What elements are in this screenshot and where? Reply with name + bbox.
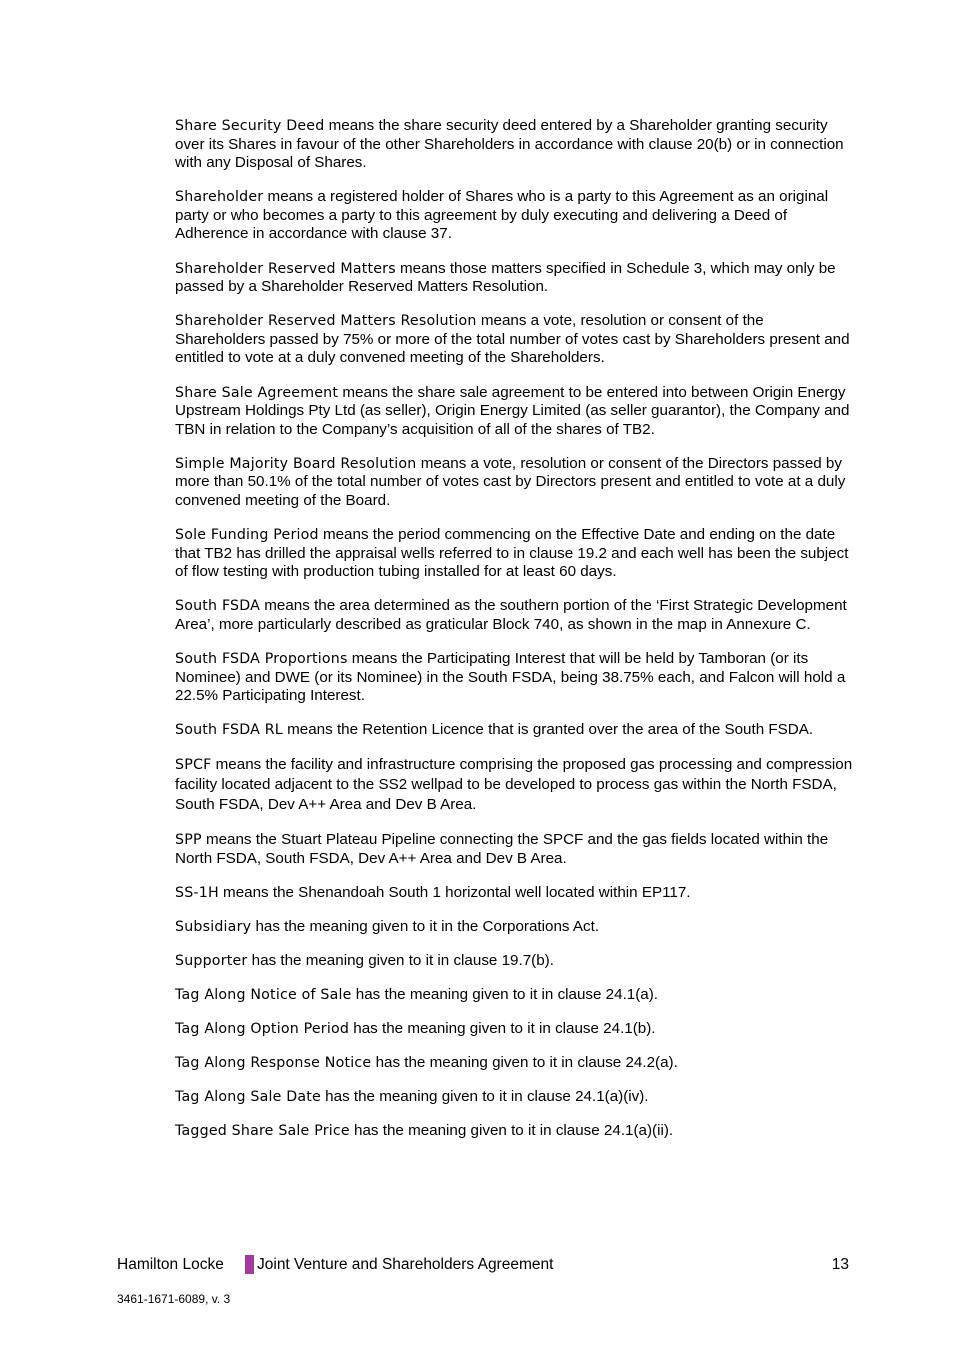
document-title: Joint Venture and Shareholders Agreement [257, 1256, 554, 1273]
defined-term: Supporter [175, 952, 248, 969]
definition [175, 455, 855, 511]
definition-text: means the share sale agreement to be entered into between Origin Energy Upstream Holdings Pty Ltd (as seller), Origin Energy Limited (as seller guarantor), the Company and TBN in relation to the Company’s acquisition of all of the shares of TB2. [175, 383, 850, 438]
definition [175, 384, 855, 440]
definition-text: has the meaning given to it in clause 24.1(b). [349, 1020, 656, 1037]
defined-term: SPCF [175, 757, 212, 774]
definition-text: means the Shenandoah South 1 horizontal well located within EP117. [218, 883, 691, 901]
definition-text: has the meaning given to it in the Corporations Act. [251, 917, 600, 935]
page-footer [117, 1255, 849, 1275]
definition [175, 755, 855, 815]
defined-term: Share Security Deed [175, 118, 325, 134]
definition [175, 986, 855, 1005]
definition [175, 526, 855, 582]
definition [175, 952, 855, 971]
definition-text: means the Stuart Plateau Pipeline connecting the SPCF and the gas fields located within the North FSDA, South FSDA, Dev A++ Area and Dev B Area. [175, 830, 829, 867]
defined-term: South FSDA Proportions [175, 651, 348, 668]
document-reference: 3461-1671-6089, v. 3 [117, 1292, 231, 1306]
defined-term: South FSDA RL [175, 722, 283, 739]
definition [175, 597, 855, 634]
definition-text: means the period commencing on the Effective Date and ending on the date that TB2 has drilled the appraisal wells referred to in clause 19.2 and each well has been the subject of flow testing with production tubing installed for at least 60 days. [175, 526, 849, 581]
defined-term: Tagged Share Sale Price [175, 1123, 350, 1140]
firm-name: Hamilton Locke [117, 1256, 224, 1273]
definition [175, 721, 855, 740]
definition [175, 260, 855, 297]
defined-term: Shareholder Reserved Matters [175, 260, 396, 277]
definition-text: means those matters specified in Schedule 3, which may only be passed by a Shareholder Reserved Matters Resolution. [175, 259, 836, 296]
defined-term: Simple Majority Board Resolution [175, 455, 417, 472]
defined-term: Share Sale Agreement [175, 384, 339, 401]
definition-text: means the share security deed entered by a Shareholder granting security over its Shares in favour of the other Shareholders in accordance with clause 20(b) or in connection with any Disposal of Shares. [175, 117, 844, 172]
definition [175, 312, 855, 368]
definition [175, 831, 855, 868]
definition [175, 650, 855, 706]
definition-text: means a vote, resolution or consent of the Shareholders passed by 75% or more of the total number of votes cast by Shareholders present and entitled to vote at a duly convened meeting of the Shareholders. [175, 312, 850, 367]
definition-text: means the facility and infrastructure comprising the proposed gas processing and compression facility located adjacent to the SS2 wellpad to be developed to process gas within the North FSDA, South FSDA, Dev A++ Area and Dev B Area. [175, 756, 853, 814]
defined-term: Tag Along Option Period [175, 1021, 350, 1037]
footer-accent-bar [245, 1255, 254, 1274]
definition-text: means the Retention Licence that is granted over the area of the South FSDA. [282, 721, 814, 739]
definition-text: has the meaning given to it in clause 24.1(a)(iv). [320, 1088, 649, 1106]
definition-text: means the Participating Interest that will be held by Tamboran (or its Nominee) and DWE (or its Nominee) in the South FSDA, being 38.75% each, and Falcon will hold a 22.5% Participating Interest. [175, 650, 846, 705]
definition [175, 117, 855, 173]
definition [175, 1054, 855, 1073]
defined-term: Tag Along Sale Date [175, 1089, 321, 1106]
defined-term: Subsidiary [175, 918, 252, 935]
defined-term: Tag Along Notice of Sale [175, 986, 352, 1003]
definition [175, 884, 855, 903]
definition-text: has the meaning given to it in clause 24.2(a). [371, 1054, 678, 1072]
defined-term: Tag Along Response Notice [175, 1055, 372, 1072]
defined-term: Shareholder Reserved Matters Resolution [175, 313, 477, 330]
definition [175, 188, 855, 244]
definition [175, 1088, 855, 1107]
page-number: 13 [831, 1256, 849, 1273]
definition-text: has the meaning given to it in clause 24.1(a). [351, 985, 659, 1003]
definition-text: has the meaning given to it in clause 24.1(a)(ii). [349, 1122, 674, 1140]
definition [175, 1122, 855, 1141]
definition-text: has the meaning given to it in clause 19.7(b). [247, 951, 554, 969]
defined-term: SPP [175, 831, 202, 848]
definition [175, 918, 855, 937]
definition-text: means a vote, resolution or consent of the Directors passed by more than 50.1% of the total number of votes cast by Directors present and entitled to vote at a duly convened meeting of the Board. [175, 454, 846, 509]
defined-term: South FSDA [175, 598, 261, 615]
defined-term: SS-1H [175, 884, 219, 901]
defined-term: Shareholder [175, 189, 264, 206]
definition [175, 1020, 855, 1039]
definition-text: means a registered holder of Shares who is a party to this Agreement as an original party or who becomes a party to this agreement by duly executing and delivering a Deed of Adherence in accordance with clause 37. [175, 188, 829, 243]
defined-term: Sole Funding Period [175, 527, 319, 544]
definition-text: means the area determined as the southern portion of the ‘First Strategic Development Area’, more particularly described as graticular Block 740, as shown in the map in Annexure C. [175, 597, 847, 633]
definitions-list [175, 117, 855, 1156]
